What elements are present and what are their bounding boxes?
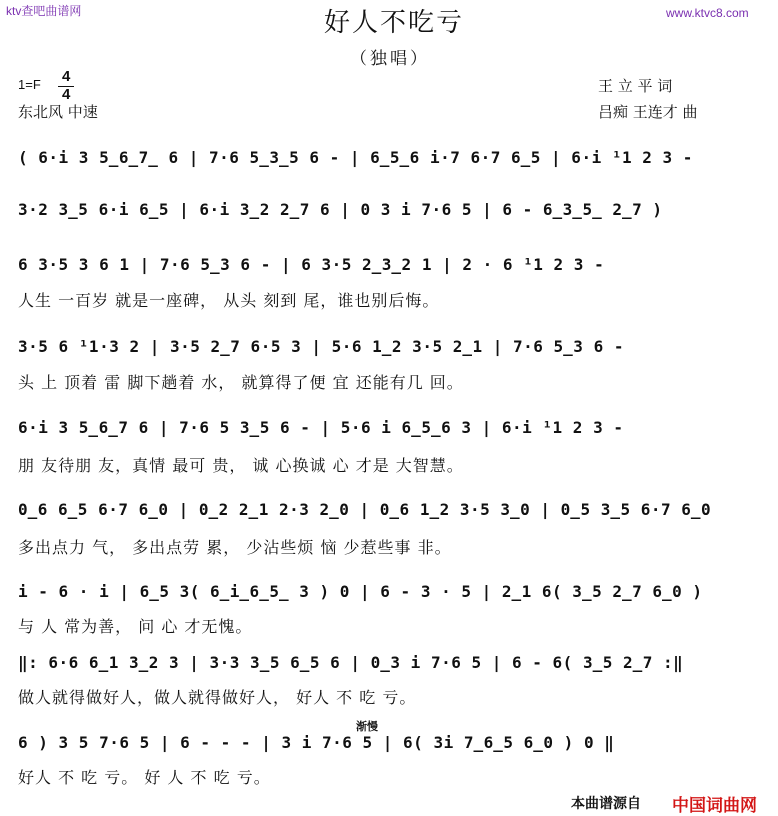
notation-row-4: 3·5 6 ¹1·3 2 | 3·5 2̲7 6·5 3 | 5·6 1̲2 3·5 2̲1 | 7·6 5̲3 6 - (18, 337, 624, 356)
lyricist: 王 立 平 词 (598, 77, 673, 95)
song-title: 好人不吃亏 (324, 8, 465, 38)
notation-row-1: ( 6·i 3 5̲6̲7̲ 6 | 7·6 5̲3̲5 6 - | 6̲5̲6 i·7 6·7 6̲5 | 6·i ¹1 2 3 - (18, 148, 693, 167)
lyric-row-8: 做人就得做好人，做人就得做好人， 好人 不 吃 亏。 (18, 688, 417, 707)
notation-row-5: 6·i 3 5̲6̲7 6 | 7·6 5 3̲5 6 - | 5·6 i 6̲5̲6 3 | 6·i ¹1 2 3 - (18, 418, 624, 437)
notation-row-2: 3·2 3̲5 6·i 6̲5 | 6·i 3̲2 2̲7 6 | 0 3 i 7·6 5 | 6 - 6̲3̲5̲ 2̲7 ) (18, 200, 663, 219)
style-tempo: 东北风 中速 (18, 103, 98, 121)
tempo-marking: 渐慢 (356, 720, 378, 733)
notation-row-7: i - 6 · i | 6̲5 3( 6̲i̲6̲5̲ 3 ) 0 | 6 - 3 · 5 | 2̲1 6( 3̲5 2̲7 6̲0 ) (18, 582, 703, 601)
lyric-row-7: 与 人 常为善， 问 心 才无愧。 (18, 617, 253, 636)
time-signature-numerator: 4 (62, 68, 71, 85)
notation-row-3: 6 3·5 3 6 1 | 7·6 5̲3 6 - | 6 3·5 2̲3̲2 1 | 2 · 6 ¹1 2 3 - (18, 255, 605, 274)
lyric-row-4: 头 上 顶着 雷 脚下趟着 水， 就算得了便 宜 还能有几 回。 (18, 373, 464, 392)
composer: 吕痴 王连才 曲 (598, 103, 698, 121)
notation-row-8: ‖: 6·6 6̲1 3̲2 3 | 3·3 3̲5 6̲5 6 | 0̲3 i 7·6 5 | 6 - 6( 3̲5 2̲7 :‖ (18, 653, 684, 672)
lyric-row-6: 多出点力 气， 多出点劳 累， 少沾些烦 恼 少惹些事 非。 (18, 538, 452, 557)
notation-row-9: 6 ) 3 5 7·6 5 | 6 - - - | 3 i 7·6 5 | 6( 3i 7̲6̲5 6̲0 ) 0 ‖ (18, 733, 615, 752)
lyric-row-9: 好人 不 吃 亏。 好 人 不 吃 亏。 (18, 768, 271, 787)
song-subtitle: （独唱） (350, 49, 430, 69)
lyric-row-5: 朋 友待朋 友，真情 最可 贵， 诚 心换诚 心 才是 大智慧。 (18, 456, 464, 475)
time-signature-denominator: 4 (62, 86, 71, 103)
notation-row-6: 0̲6 6̲5 6·7 6̲0 | 0̲2 2̲1 2·3 2̲0 | 0̲6 1̲2 3·5 3̲0 | 0̲5 3̲5 6·7 6̲0 (18, 500, 712, 519)
key-signature: 1=F (18, 77, 41, 92)
lyric-row-3: 人生 一百岁 就是一座碑， 从头 刻到 尾，谁也别后悔。 (18, 291, 440, 310)
footer-source: 本曲谱源自 (571, 796, 641, 812)
watermark-left: ktv查吧曲谱网 (6, 4, 82, 18)
footer-brand-logo: 中国词曲网 (672, 796, 757, 816)
watermark-right: www.ktvc8.com (666, 6, 749, 20)
